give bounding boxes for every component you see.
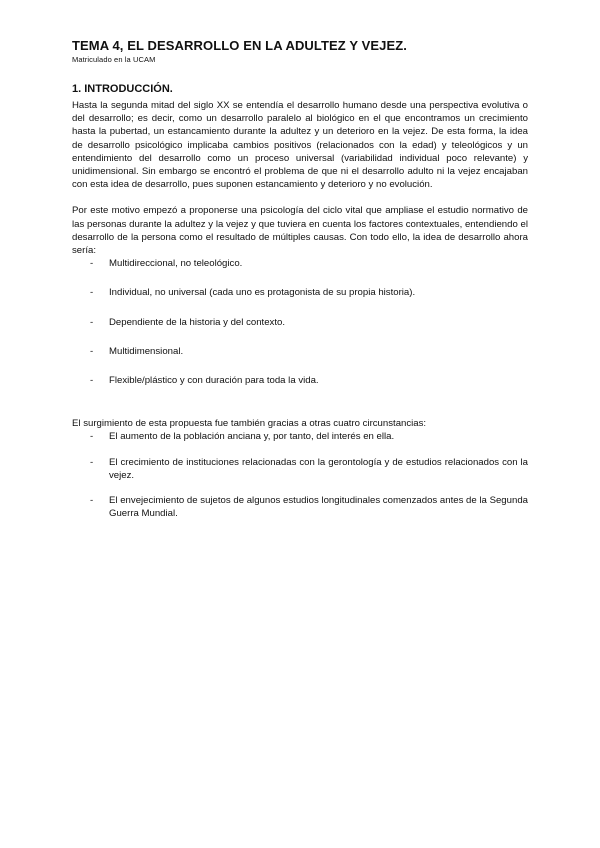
- list-item: [72, 494, 528, 520]
- paragraph-spacer: [72, 191, 528, 204]
- list-item-text: El aumento de la población anciana y, por tanto, del interés en ella.: [109, 431, 395, 443]
- list-item: [72, 345, 528, 358]
- dash-bullet-icon: -: [90, 456, 94, 468]
- document-subtitle: Matriculado en la UCAM: [72, 55, 156, 64]
- list-item: [72, 286, 528, 299]
- section-spacer: [72, 387, 528, 417]
- dash-bullet-icon: -: [90, 495, 94, 507]
- paragraph-intro-1: Hasta la segunda mitad del siglo XX se entendía el desarrollo humano desde una perspectiva evolutiva o del desarrollo; es decir, como un desarrollo paralelo al biológico en el que encontramos un crecimiento hasta la pubertad, un estancamiento durante la adultez y un deterioro en la vejez. De esta forma, la idea de desarrollo psicológico implicaba cambios positivos (relacionados con la edad) y teleológicos y un entendimiento del desarrollo como un proceso universal (variabilidad individual poco relevante) y unidimensional. Sin embargo se encontró el problema de que ni el desarrollo adulto ni la vejez encajaban con esta idea de desarrollo, pues suponen estancamiento y deterioro y no evolución.: [72, 100, 528, 191]
- list-item: [72, 316, 528, 329]
- paragraph-intro-2: Por este motivo empezó a proponerse una psicología del ciclo vital que ampliase el estudio normativo de las personas durante la adultez y la vejez y que tuviera en cuenta los factores contextuales, entendiendo el desarrollo de la persona como el resultado de múltiples causas. Con todo ello, la idea de desarrollo ahora sería:: [72, 205, 528, 257]
- list-item: [72, 456, 528, 482]
- list-item-text: Multidireccional, no teleológico.: [109, 258, 243, 270]
- circumstances-list: [72, 430, 528, 520]
- dash-bullet-icon: -: [90, 258, 94, 270]
- list-item-text: Dependiente de la historia y del contexto.: [109, 316, 285, 328]
- list-item: [72, 257, 528, 270]
- document-page: [72, 38, 528, 520]
- list-item-text: Flexible/plástico y con duración para toda la vida.: [109, 375, 319, 387]
- document-title: TEMA 4, EL DESARROLLO EN LA ADULTEZ Y VEJEZ.: [72, 38, 407, 53]
- list-item: [72, 374, 528, 387]
- dash-bullet-icon: -: [90, 287, 94, 299]
- development-features-list: [72, 257, 528, 387]
- dash-bullet-icon: -: [90, 375, 94, 387]
- dash-bullet-icon: -: [90, 345, 94, 357]
- list-item: [72, 430, 528, 443]
- dash-bullet-icon: -: [90, 316, 94, 328]
- list-item-text: Individual, no universal (cada uno es protagonista de su propia historia).: [109, 287, 416, 299]
- list-item-text: Multidimensional.: [109, 345, 184, 357]
- list-item-text: El crecimiento de instituciones relacionadas con la gerontología y de estudios relacionados con la vejez.: [109, 456, 528, 481]
- list-item-text: El envejecimiento de sujetos de algunos estudios longitudinales comenzados antes de la Segunda Guerra Mundial.: [109, 495, 528, 520]
- dash-bullet-icon: -: [90, 431, 94, 443]
- paragraph-intro-3: El surgimiento de esta propuesta fue también gracias a otras cuatro circunstancias:: [72, 418, 427, 430]
- section-heading-introduccion: 1. INTRODUCCIÓN.: [72, 83, 173, 95]
